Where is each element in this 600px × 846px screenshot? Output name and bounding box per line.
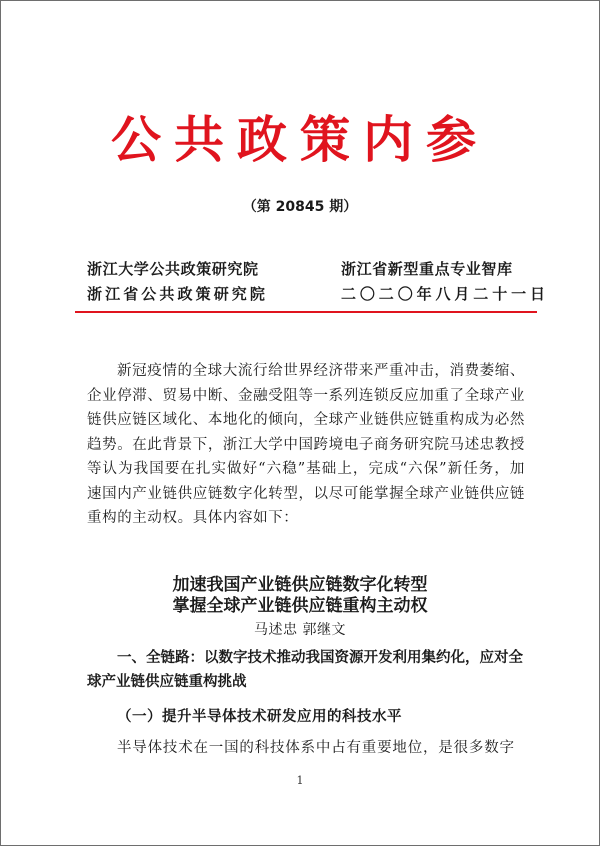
article-authors: 马述忠 郭继文 [254,622,346,638]
publisher-left-2: 浙江省公共政策研究院 [87,285,269,303]
section-heading: 一、全链路：以数字技术推动我国资源开发利用集约化，应对全球产业链供应链重构挑战 [87,650,523,690]
subsection-heading: （一）提升半导体技术研发应用的科技水平 [117,709,402,725]
body-paragraph: 半导体技术在一国的科技体系中占有重要地位，是很多数字 [117,740,515,756]
publisher-right-1: 浙江省新型重点专业智库 [341,260,513,278]
intro-paragraph: 新冠疫情的全球大流行给世界经济带来严重冲击，消费萎缩、企业停滞、贸易中断、金融受阻等一系列连锁反应加重了全球产业链供应链区域化、本地化的倾向，全球产业链供应链重构成为必然趋势。在此背景下，浙江大学中国跨境电子商务研究院马述忠教授等认为我国要在扎实做好“六稳”基础上，完成“六保”新任务，加速国内产业链供应链数字化转型，以尽可能掌握全球产业链供应链重构的主动权。具体内容如下： [87,363,525,526]
page-number: 1 [296,774,304,787]
red-divider [75,311,537,313]
publisher-left-1: 浙江大学公共政策研究院 [87,260,259,278]
masthead-title: 公共政策内参 [111,110,489,169]
article-title-line1: 加速我国产业链供应链数字化转型 [172,575,428,595]
article-title-line2: 掌握全球产业链供应链重构主动权 [172,596,428,616]
issue-date: 二〇二〇年八月二十一日 [341,285,549,303]
issue-number: （第 20845 期） [242,199,358,215]
